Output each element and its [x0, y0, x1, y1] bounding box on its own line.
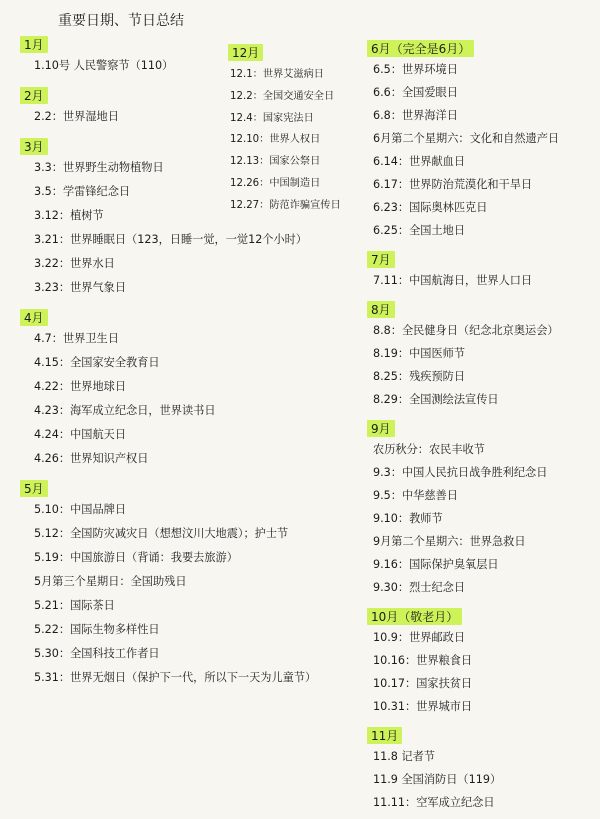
date-entry: 5.31：世界无烟日（保护下一代，所以下一天为儿童节）	[34, 671, 317, 684]
month-heading: 9月	[367, 420, 395, 437]
date-entry: 3.22：世界水日	[34, 257, 115, 270]
column-december	[222, 42, 372, 221]
date-entry: 9月第二个星期六：世界急救日	[373, 535, 526, 548]
date-entry: 11.11：空军成立纪念日	[373, 796, 495, 809]
month-heading: 8月	[367, 301, 395, 318]
date-entry: 5.19：中国旅游日（背诵：我要去旅游）	[34, 551, 238, 564]
date-entry: 4.26：世界知识产权日	[34, 452, 149, 465]
date-entry: 12.4：国家宪法日	[230, 112, 314, 124]
date-entry: 9.5：中华慈善日	[373, 489, 458, 502]
date-entry: 3.23：世界气象日	[34, 281, 127, 294]
date-entry: 4.7：世界卫生日	[34, 332, 119, 345]
date-entry: 5.21：国际茶日	[34, 599, 115, 612]
month-heading: 3月	[20, 138, 48, 155]
date-entry: 6.8：世界海洋日	[373, 109, 458, 122]
date-entry: 9.3：中国人民抗日战争胜利纪念日	[373, 466, 548, 479]
column-jun-nov	[365, 36, 597, 819]
date-entry: 12.27：防范诈骗宣传日	[230, 199, 341, 211]
month-heading: 2月	[20, 87, 48, 104]
date-entry: 12.26：中国制造日	[230, 177, 321, 189]
date-entry: 4.15：全国家安全教育日	[34, 356, 160, 369]
month-heading: 7月	[367, 251, 395, 268]
date-entry: 3.5：学雷锋纪念日	[34, 185, 131, 198]
date-entry: 10.16：世界粮食日	[373, 654, 473, 667]
page-title: 重要日期、节日总结	[58, 13, 184, 29]
date-entry: 11.9 全国消防日（119）	[373, 773, 502, 786]
date-entry: 3.3：世界野生动物植物日	[34, 161, 164, 174]
date-entry: 9.10：教师节	[373, 512, 443, 525]
date-entry: 4.23：海军成立纪念日，世界读书日	[34, 404, 216, 417]
date-entry: 8.29：全国测绘法宣传日	[373, 393, 499, 406]
date-entry: 6.5：世界环境日	[373, 63, 458, 76]
date-entry: 11.8 记者节	[373, 750, 436, 763]
date-entry: 2.2：世界湿地日	[34, 110, 119, 123]
date-entry: 3.12：植树节	[34, 209, 104, 222]
date-entry: 7.11：中国航海日，世界人口日	[373, 274, 533, 287]
month-heading: 1月	[20, 36, 48, 53]
month-heading: 4月	[20, 309, 48, 326]
date-entry: 4.22：世界地球日	[34, 380, 127, 393]
date-entry: 5.12：全国防灾减灾日（想想汶川大地震）；护士节	[34, 527, 289, 540]
date-entry: 10.31：世界城市日	[373, 700, 473, 713]
date-entry: 10.9：世界邮政日	[373, 631, 466, 644]
date-entry: 10.17：国家扶贫日	[373, 677, 473, 690]
month-heading: 11月	[367, 727, 402, 744]
date-entry: 8.25：残疾预防日	[373, 370, 466, 383]
date-entry: 12.13：国家公祭日	[230, 156, 321, 167]
date-entry: 8.19：中国医师节	[373, 347, 466, 360]
date-entry: 12.2：全国交通安全日	[230, 90, 335, 102]
month-heading: 10月（敬老月）	[367, 608, 462, 625]
date-entry: 12.10：世界人权日	[230, 134, 321, 146]
date-entry: 5.10：中国品牌日	[34, 503, 127, 516]
date-entry: 6月第二个星期六：文化和自然遗产日	[373, 132, 560, 145]
date-entry: 6.17：世界防治荒漠化和干旱日	[373, 178, 533, 191]
date-entry: 6.23：国际奥林匹克日	[373, 201, 488, 214]
date-entry: 6.25：全国土地日	[373, 224, 466, 237]
date-entry: 8.8：全民健身日（纪念北京奥运会）	[373, 324, 559, 337]
month-heading: 5月	[20, 480, 48, 497]
date-entry: 12.1：世界艾滋病日	[230, 69, 324, 80]
date-entry: 4.24：中国航天日	[34, 428, 127, 441]
date-entry: 5.22：国际生物多样性日	[34, 623, 160, 636]
date-entry: 1.10号 人民警察节（110）	[34, 59, 174, 72]
date-entry: 6.14：世界献血日	[373, 155, 466, 168]
date-entry: 3.21：世界睡眠日（123，日睡一觉，一觉12个小时）	[34, 233, 308, 246]
date-entry: 9.16：国际保护臭氧层日	[373, 558, 499, 571]
date-entry: 9.30：烈士纪念日	[373, 581, 466, 594]
date-entry: 5月第三个星期日：全国助残日	[34, 575, 187, 588]
month-heading: 6月（完全是6月）	[367, 40, 474, 57]
date-entry: 5.30：全国科技工作者日	[34, 647, 160, 660]
month-heading: 12月	[228, 44, 263, 61]
date-entry: 6.6：全国爱眼日	[373, 86, 458, 99]
date-entry: 农历秋分：农民丰收节	[373, 443, 485, 456]
